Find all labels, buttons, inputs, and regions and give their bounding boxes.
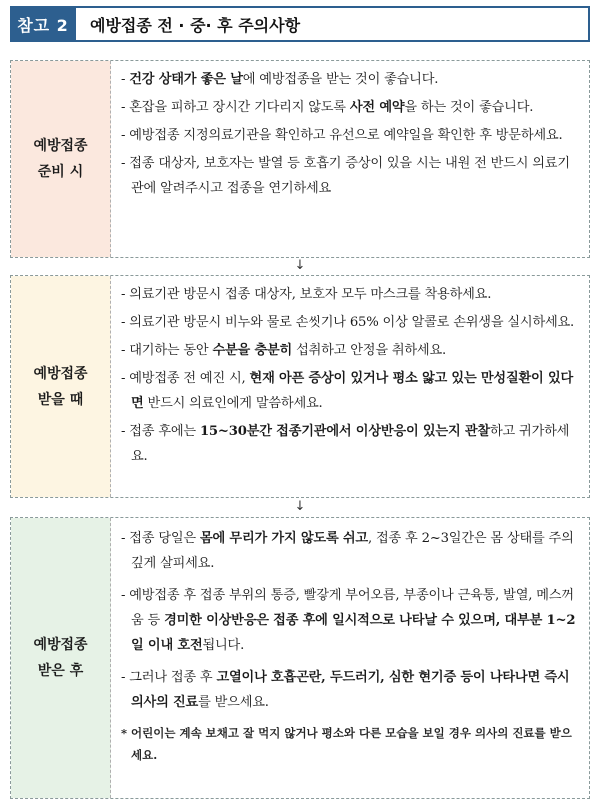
section-content bbox=[111, 61, 589, 257]
section-content bbox=[111, 518, 589, 798]
section-content bbox=[111, 276, 589, 497]
section-label bbox=[11, 518, 111, 798]
header bbox=[10, 6, 590, 42]
list-item: - 접종 후에는 15~30분간 접종기관에서 이상반응이 있는지 관찰하고 귀가하세요. bbox=[121, 424, 570, 464]
list-item: - 의료기관 방문시 접종 대상자, 보호자 모두 마스크를 착용하세요. bbox=[121, 287, 492, 302]
section-during-vaccination bbox=[10, 275, 590, 498]
section-label bbox=[11, 61, 111, 257]
down-arrow-icon: ↓ bbox=[294, 258, 306, 273]
header-tag: 참고 2 bbox=[10, 6, 76, 42]
list-item: - 접종 당일은 몸에 무리가 가지 않도록 쉬고, 접종 후 2~3일간은 몸 상태를 주의 깊게 살피세요. bbox=[121, 531, 574, 571]
section-label-line2: 준비 시 bbox=[37, 164, 84, 180]
list-item: - 그러나 접종 후 고열이나 호흡곤란, 두드러기, 심한 현기증 등이 나타나면 즉시 의사의 진료를 받으세요. bbox=[121, 670, 570, 710]
list-item: - 접종 대상자, 보호자는 발열 등 호흡기 증상이 있을 시는 내원 전 반드시 의료기관에 알려주시고 접종을 연기하세요 bbox=[121, 156, 570, 196]
list-item: - 예방접종 후 접종 부위의 통증, 빨갛게 부어오름, 부종이나 근육통, 발열, 메스꺼움 등 경미한 이상반응은 접종 후에 일시적으로 나타날 수 있으며, 대부분 1~2일 이내 호전됩니다. bbox=[121, 588, 576, 653]
list-item: - 예방접종 전 예진 시, 현재 아픈 증상이 있거나 평소 앓고 있는 만성질환이 있다면 반드시 의료인에게 말씀하세요. bbox=[121, 371, 574, 411]
section-label-line1: 예방접종 bbox=[33, 637, 88, 653]
list-item: - 의료기관 방문시 비누와 물로 손씻기나 65% 이상 알콜로 손위생을 실시하세요. bbox=[121, 315, 575, 330]
section-label-line1: 예방접종 bbox=[33, 138, 88, 154]
list-item: - 대기하는 동안 수분을 충분히 섭취하고 안정을 취하세요. bbox=[121, 343, 447, 358]
list-item: - 건강 상태가 좋은 날에 예방접종을 받는 것이 좋습니다. bbox=[121, 72, 439, 87]
section-label-line1: 예방접종 bbox=[33, 365, 88, 382]
section-label-line2: 받을 때 bbox=[37, 391, 84, 408]
section-label-line2: 받은 후 bbox=[37, 663, 84, 679]
page-title: 예방접종 전 · 중· 후 주의사항 bbox=[76, 6, 590, 42]
section-after-vaccination bbox=[10, 517, 590, 799]
list-item: - 혼잡을 피하고 장시간 기다리지 않도록 사전 예약을 하는 것이 좋습니다. bbox=[121, 100, 534, 115]
section-label bbox=[11, 276, 111, 497]
down-arrow-icon: ↓ bbox=[294, 499, 306, 514]
footnote: * 어린이는 계속 보채고 잘 먹지 않거나 평소와 다른 모습을 보일 경우 의사의 진료를 받으세요. bbox=[121, 726, 572, 762]
list-item: - 예방접종 지정의료기관을 확인하고 유선으로 예약일을 확인한 후 방문하세요. bbox=[121, 128, 563, 143]
section-before-vaccination bbox=[10, 60, 590, 258]
